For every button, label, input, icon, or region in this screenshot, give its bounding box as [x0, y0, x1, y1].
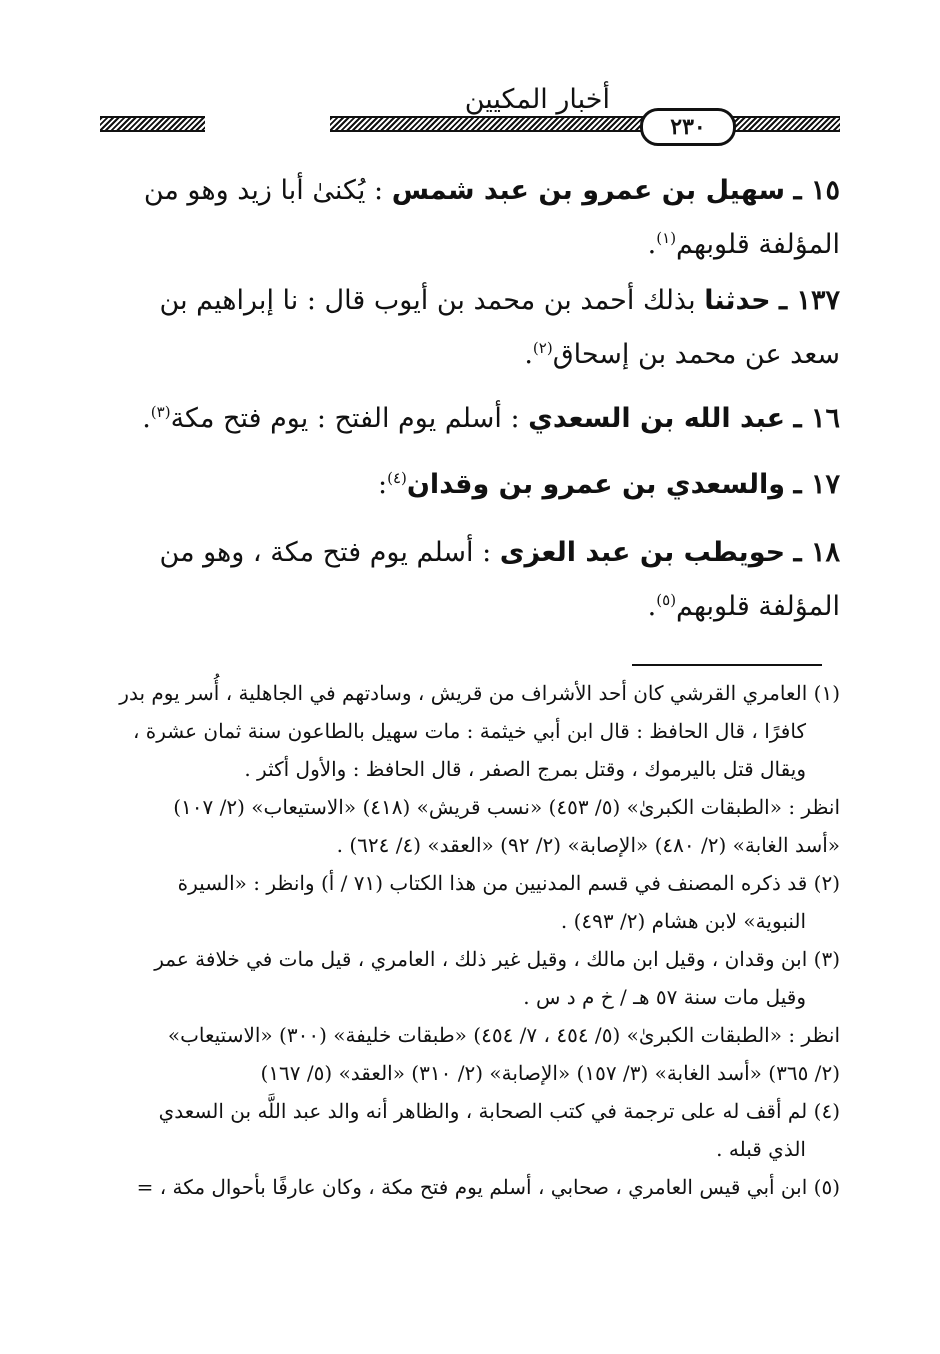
- entry-line: [105, 580, 840, 634]
- footnote-line: انظر : «الطبقات الكبرىٰ» (٥/ ٤٥٤ ، ٧/ ٤٥٤) «طبقات خليفة» (٣٠٠) «الاستيعاب»: [167, 1023, 840, 1047]
- footnote-5: [105, 1168, 840, 1206]
- footnote-4: [105, 1092, 840, 1168]
- entry-text: سعد عن محمد بن إسحاق: [552, 339, 840, 370]
- entry-line: [105, 526, 840, 580]
- entry-number: ١٥ ـ: [793, 175, 840, 206]
- entry-text: المؤلفة قلوبهم: [676, 591, 840, 622]
- entry-number: ١٧ ـ: [793, 469, 840, 500]
- entry-text: المؤلفة قلوبهم: [676, 229, 840, 260]
- header-rule-left: [100, 116, 205, 132]
- footnote-3: [105, 940, 840, 1092]
- entry-17: [105, 458, 840, 512]
- footnote-line: (٥) ابن أبي قيس العامري ، صحابي ، أسلم يوم فتح مكة ، وكان عارفًا بأحوال مكة ، =: [136, 1175, 840, 1199]
- entry-end: :: [378, 469, 388, 500]
- header-rule-right: [330, 116, 840, 132]
- footnote-line: «أسد الغابة» (٢/ ٤٨٠) «الإصابة» (٢/ ٩٢) «العقد» (٤/ ٦٢٤) .: [336, 833, 840, 857]
- entry-text: بذلك أحمد بن محمد بن أيوب قال : نا إبراهيم بن: [159, 285, 696, 316]
- entry-15: [105, 164, 840, 272]
- entry-number: ١٨ ـ: [793, 537, 840, 568]
- footnote-line: (٣) ابن وقدان ، وقيل ابن مالك ، وقيل غير ذلك ، العامري ، قيل مات في خلافة عمر: [154, 947, 840, 971]
- entry-name: عبد الله بن السعدي: [528, 403, 786, 434]
- footnote-line: الذي قبله .: [716, 1137, 806, 1161]
- entry-16: [105, 392, 840, 446]
- footnote-line: وقيل مات سنة ٥٧ هـ / خ م د س .: [523, 985, 806, 1009]
- footnote-ref: (٤): [387, 469, 407, 487]
- entry-line: [105, 328, 840, 382]
- entry-line: [105, 274, 840, 328]
- footnote-2: [105, 864, 840, 940]
- footnote-ref: (٥): [656, 591, 677, 609]
- footnote-line: (٢) قد ذكره المصنف في قسم المدنيين من هذا الكتاب (٧١ / أ) وانظر : «السيرة: [177, 871, 840, 895]
- entry-end: .: [524, 339, 533, 370]
- footnotes: [105, 674, 840, 1206]
- footnote-ref: (٢): [532, 339, 553, 357]
- page-number: ٢٣٠: [640, 108, 736, 146]
- footnote-line: النبوية» لابن هشام (٢/ ٤٩٣) .: [560, 909, 806, 933]
- footnote-line: انظر : «الطبقات الكبرىٰ» (٥/ ٤٥٣) «نسب قريش» (٤١٨) «الاستيعاب» (٢/ ١٠٧): [173, 795, 840, 819]
- entry-name: سهيل بن عمرو بن عبد شمس: [391, 175, 786, 206]
- entry-line: [105, 164, 840, 218]
- footnote-ref: (٣): [150, 403, 171, 421]
- entry-text: : يُكنىٰ أبا زيد وهو من: [143, 175, 384, 206]
- footnote-line: (٢/ ٣٦٥) «أسد الغابة» (٣/ ١٥٧) «الإصابة» (٢/ ٣١٠) «العقد» (٥/ ١٦٧): [260, 1061, 840, 1085]
- entry-end: .: [142, 403, 151, 434]
- entry-name: والسعدي بن عمرو بن وقدان: [406, 469, 786, 500]
- entry-line: [105, 218, 840, 272]
- entry-line: [105, 458, 840, 512]
- footnote-separator: [632, 664, 822, 666]
- entry-line: [105, 392, 840, 446]
- footnote-ref: (١): [656, 229, 677, 247]
- footnote-line: ويقال قتل باليرموك ، وقتل بمرج الصفر ، قال الحافظ : والأول أكثر .: [244, 757, 806, 781]
- running-title: أخبار المكيين: [464, 84, 610, 115]
- footnote-line: (١) العامري القرشي كان أحد الأشراف من قريش ، وسادتهم في الجاهلية ، أُسر يوم بدر: [119, 681, 840, 705]
- footnote-line: كافرًا ، قال الحافظ : قال ابن أبي خيثمة : مات سهيل بالطاعون سنة ثمان عشرة ،: [132, 719, 806, 743]
- entry-end: .: [647, 229, 657, 260]
- entry-number: ١٣٧ ـ: [779, 285, 840, 316]
- entry-text: : أسلم يوم الفتح : يوم فتح مكة: [170, 403, 520, 434]
- footnote-line: (٤) لم أقف له على ترجمة في كتب الصحابة ، والظاهر أنه والد عبد اللَّه بن السعدي: [158, 1099, 840, 1123]
- entry-name: حويطب بن عبد العزى: [499, 537, 786, 568]
- entry-text: : أسلم يوم فتح مكة ، وهو من: [159, 537, 492, 568]
- entry-end: .: [647, 591, 657, 622]
- entry-18: [105, 526, 840, 634]
- entry-name: حدثنا: [704, 285, 771, 316]
- footnote-1: [105, 674, 840, 864]
- entry-137: [105, 274, 840, 382]
- entry-number: ١٦ ـ: [793, 403, 840, 434]
